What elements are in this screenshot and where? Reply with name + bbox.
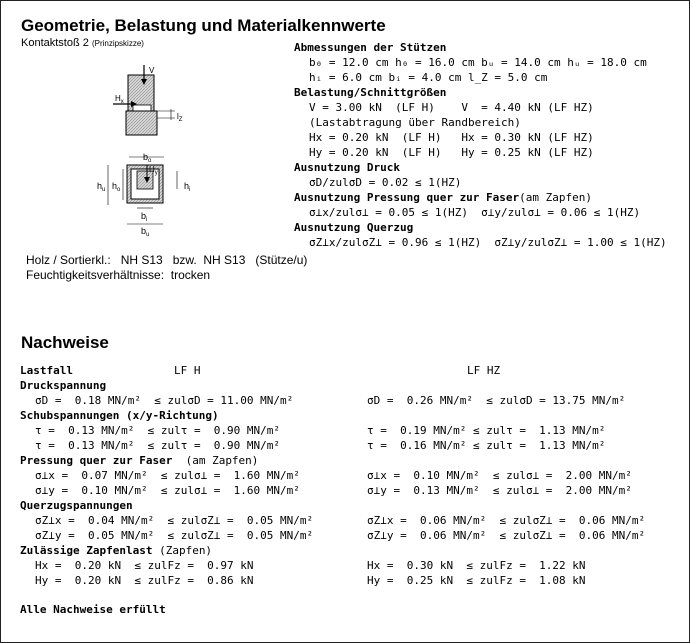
nachweise-title: Nachweise xyxy=(21,333,109,352)
druck-hz: σD = 0.26 MN/m² ≤ zulσD = 13.75 MN/m² xyxy=(367,394,626,407)
zapfen-h-2: Hy = 0.20 kN ≤ zulFz = 0.86 kN xyxy=(35,574,254,587)
pressung-section-heading xyxy=(20,453,258,468)
querzug-section-title: Querzugspannungen xyxy=(20,499,133,512)
hi-label: $h_i$ xyxy=(184,181,191,193)
druck-title: Ausnutzung Druck xyxy=(294,161,400,174)
lf-h-header: LF H xyxy=(174,364,201,377)
page-title: Geometrie, Belastung und Materialkennwerte xyxy=(21,16,386,35)
querzug-line: σZ⊥x/zulσZ⊥ = 0.96 ≤ 1(HZ) σZ⊥y/zulσZ⊥ = 1.00 ≤ 1(HZ) xyxy=(309,236,667,249)
zapfen-section-note: (Zapfen) xyxy=(159,544,213,557)
pressung-h-1: σ⊥x = 0.07 MN/m² ≤ zulσ⊥ = 1.60 MN/m² xyxy=(35,469,300,482)
lz-label: $l_Z$ xyxy=(177,112,183,123)
pressung-hz-2: σ⊥y = 0.13 MN/m² ≤ zulσ⊥ = 2.00 MN/m² xyxy=(367,484,632,497)
pressung-section-note: (am Zapfen) xyxy=(185,454,259,467)
bo-label: $b_o$ xyxy=(143,152,152,164)
joint-sketch xyxy=(91,61,211,239)
abm-line-2: hᵢ = 6.0 cm bᵢ = 4.0 cm l_Z = 5.0 cm xyxy=(309,71,548,84)
zapfen-h-1: Hx = 0.20 kN ≤ zulFz = 0.97 kN xyxy=(35,559,254,572)
sketch-caption xyxy=(21,37,144,49)
querzug-title: Ausnutzung Querzug xyxy=(294,221,414,234)
sketch-caption-note: (Prinzipskizze) xyxy=(91,39,144,48)
abm-title: Abmessungen der Stützen xyxy=(294,41,447,54)
schub-section-title: Schubspannungen (x/y-Richtung) xyxy=(20,409,219,422)
hy-label: $H_y$ xyxy=(149,165,158,176)
ho-label: $h_o$ xyxy=(112,181,121,193)
bel-line-2: (Lastabtragung über Randbereich) xyxy=(309,116,521,129)
bel-line-1: V = 3.00 kN (LF H) V = 4.40 kN (LF HZ) xyxy=(309,101,594,114)
bu-label: $b_u$ xyxy=(141,226,150,238)
pressung-title-note: (am Zapfen) xyxy=(519,191,593,204)
pressung-section-title: Pressung quer zur Faser xyxy=(20,454,173,467)
lower-column-shape xyxy=(126,111,157,135)
bi-label: $b_i$ xyxy=(141,211,148,223)
bel-line-4: Hy = 0.20 kN (LF H) Hy = 0.25 kN (LF HZ) xyxy=(309,146,594,159)
hu-label: $h_u$ xyxy=(97,181,106,193)
bel-title: Belastung/Schnittgrößen xyxy=(294,86,447,99)
v-label: V xyxy=(149,66,155,75)
querzug-hz-1: σZ⊥x = 0.06 MN/m² ≤ zulσZ⊥ = 0.06 MN/m² xyxy=(367,514,646,527)
material-line-1: Holz / Sortierkl.: NH S13 bzw. NH S13 (Stütze/u) xyxy=(26,253,308,267)
zapfen-hz-2: Hy = 0.25 kN ≤ zulFz = 1.08 kN xyxy=(367,574,586,587)
pressung-heading xyxy=(294,190,592,205)
schub-hz-2: τ = 0.16 MN/m² ≤ zulτ = 1.13 MN/m² xyxy=(367,439,606,452)
druck-line: σD/zulσD = 0.02 ≤ 1(HZ) xyxy=(309,176,462,189)
zapfen-hz-1: Hx = 0.30 kN ≤ zulFz = 1.22 kN xyxy=(367,559,586,572)
bel-line-3: Hx = 0.20 kN (LF H) Hx = 0.30 kN (LF HZ) xyxy=(309,131,594,144)
sketch-caption-text: Kontaktstoß 2 xyxy=(21,37,89,49)
abm-line-1: b₀ = 12.0 cm h₀ = 16.0 cm bᵤ = 14.0 cm hᵤ = 18.0 cm xyxy=(309,56,647,69)
druck-h: σD = 0.18 MN/m² ≤ zulσD = 11.00 MN/m² xyxy=(35,394,294,407)
result-text: Alle Nachweise erfüllt xyxy=(20,603,166,616)
querzug-h-2: σZ⊥y = 0.05 MN/m² ≤ zulσZ⊥ = 0.05 MN/m² xyxy=(35,529,314,542)
schub-hz-1: τ = 0.19 MN/m² ≤ zulτ = 1.13 MN/m² xyxy=(367,424,606,437)
zapfen-section-heading xyxy=(20,543,212,558)
pressung-h-2: σ⊥y = 0.10 MN/m² ≤ zulσ⊥ = 1.60 MN/m² xyxy=(35,484,300,497)
pressung-title: Ausnutzung Pressung quer zur Faser xyxy=(294,191,520,204)
pressung-line: σ⊥x/zulσ⊥ = 0.05 ≤ 1(HZ) σ⊥y/zulσ⊥ = 0.06 ≤ 1(HZ) xyxy=(309,206,641,219)
querzug-hz-2: σZ⊥y = 0.06 MN/m² ≤ zulσZ⊥ = 0.06 MN/m² xyxy=(367,529,646,542)
hx-label: $H_x$ xyxy=(115,94,124,105)
pressung-hz-1: σ⊥x = 0.10 MN/m² ≤ zulσ⊥ = 2.00 MN/m² xyxy=(367,469,632,482)
tenon-shape xyxy=(133,105,151,111)
querzug-h-1: σZ⊥x = 0.04 MN/m² ≤ zulσZ⊥ = 0.05 MN/m² xyxy=(35,514,314,527)
zapfen-section-title: Zulässige Zapfenlast xyxy=(20,544,153,557)
lastfall-label: Lastfall xyxy=(20,364,73,377)
schub-h-2: τ = 0.13 MN/m² ≤ zulτ = 0.90 MN/m² xyxy=(35,439,281,452)
schub-h-1: τ = 0.13 MN/m² ≤ zulτ = 0.90 MN/m² xyxy=(35,424,281,437)
druck-section-title: Druckspannung xyxy=(20,379,107,392)
material-line-2: Feuchtigkeitsverhältnisse: trocken xyxy=(26,268,211,282)
lf-hz-header: LF HZ xyxy=(467,364,501,377)
